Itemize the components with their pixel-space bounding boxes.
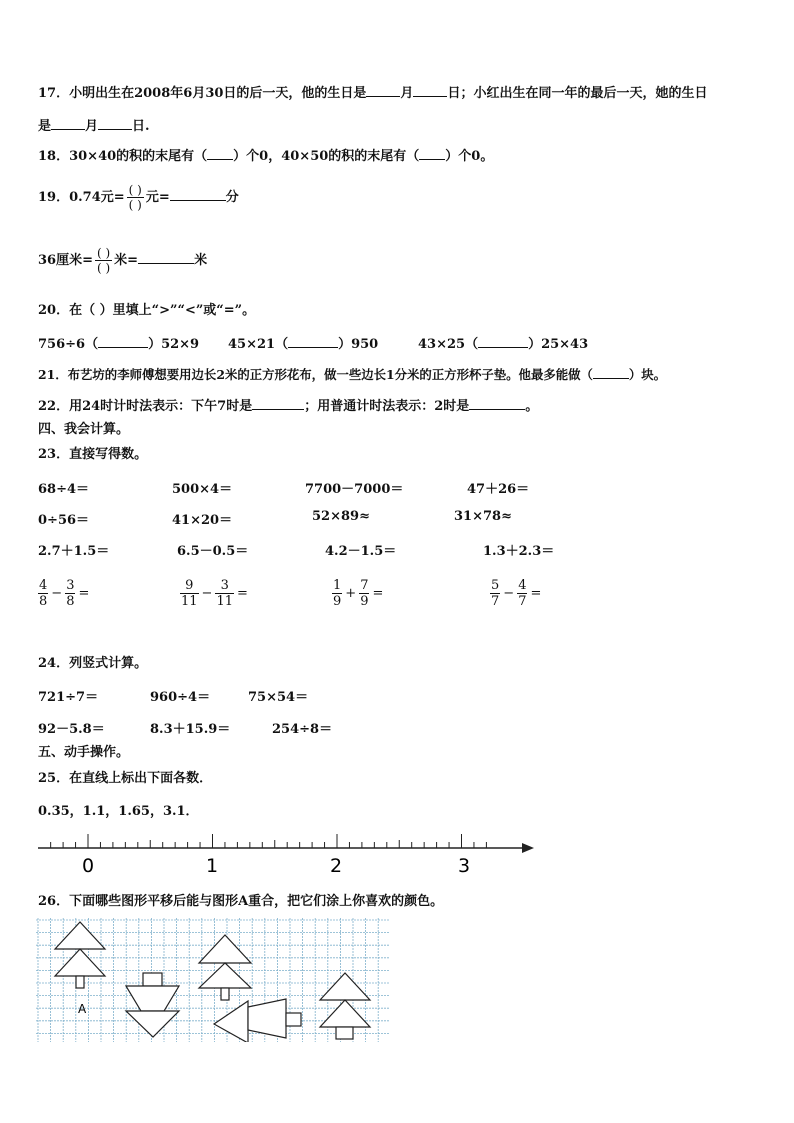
q20-blank-2[interactable] (288, 333, 338, 348)
question-20-title: 20．在（ ）里填上“>”“<”或“=”。 (38, 303, 256, 318)
q23-f2-b (215, 578, 234, 609)
q23-f3-a-num: 1 (333, 578, 342, 593)
q17-day-blank-2[interactable] (98, 115, 132, 130)
question-21 (38, 364, 666, 384)
axis-label-2: 2 (329, 855, 343, 877)
q19-blank[interactable] (170, 186, 226, 201)
q23-f3-b-den: 9 (360, 594, 369, 609)
q22-blank-2[interactable] (469, 395, 525, 410)
q19-tail: 分 (225, 190, 239, 205)
q19b-fraction-num: ( ) (96, 246, 111, 260)
q18-blank-2[interactable] (419, 145, 445, 160)
q19-fraction-num: ( ) (128, 183, 142, 197)
q23-f2-op: − (201, 586, 213, 601)
q24-r1-c3: 75×54＝ (248, 690, 309, 705)
q23-r1-c1: 68÷4＝ (38, 482, 90, 497)
tree-shape-2[interactable] (199, 935, 251, 1000)
q20-item-2 (228, 333, 378, 352)
q24-r1-c1: 721÷7＝ (38, 690, 99, 705)
number-line-arrow-icon (522, 843, 534, 853)
q23-r3-c4: 1.3＋2.3＝ (483, 544, 555, 559)
question-17-line-1 (38, 82, 707, 103)
axis-label-0: 0 (81, 855, 95, 877)
q23-r2-c3: 52×89≈ (312, 509, 370, 524)
q22-text-b: ；用普通计时法表示：2时是 (304, 399, 470, 414)
question-17-line-2 (38, 115, 150, 136)
shape-label-a: A (78, 1002, 87, 1016)
shapes-grid (36, 918, 392, 1042)
q20-blank-1[interactable] (98, 333, 148, 348)
q17-month-blank-2[interactable] (51, 115, 85, 130)
q23-f1-b-den: 8 (66, 594, 75, 609)
q23-f4-b-den: 7 (518, 594, 527, 609)
q23-f4-eq: = (530, 586, 542, 601)
q20-item-3-right: ）25×43 (528, 337, 589, 352)
q20-item-1-right: ）52×9 (148, 337, 200, 352)
q23-f1-a-num: 4 (39, 578, 48, 593)
q23-fraction-1 (38, 578, 92, 609)
q23-f3-b (359, 578, 369, 609)
q23-r3-c3: 4.2－1.5＝ (325, 544, 397, 559)
q23-f1-a (38, 578, 48, 609)
number-line[interactable] (36, 830, 541, 878)
q23-f3-a-den: 9 (333, 594, 342, 609)
question-19 (38, 182, 239, 214)
question-23-title: 23．直接写得数。 (38, 447, 148, 462)
q18-blank-1[interactable] (207, 145, 233, 160)
q24-r2-c3: 254÷8＝ (272, 722, 333, 737)
q20-item-2-left: 45×21（ (228, 337, 289, 352)
q23-r2-c1: 0÷56＝ (38, 513, 90, 528)
q20-item-2-right: ）950 (338, 337, 379, 352)
q23-r3-c2: 6.5－0.5＝ (177, 544, 249, 559)
question-18 (38, 145, 493, 166)
question-26-title: 26．下面哪些图形平移后能与图形A重合，把它们涂上你喜欢的颜色。 (38, 894, 444, 909)
q20-item-3-left: 43×25（ (418, 337, 479, 352)
q19b-mid: 米= (114, 253, 139, 268)
q17-text-a: 17．小明出生在2008年6月30日的后一天，他的生日是 (38, 86, 367, 101)
q19b-blank[interactable] (138, 249, 194, 264)
q17-text-f: 日. (132, 119, 150, 134)
q23-fraction-2 (180, 578, 251, 609)
question-19b (38, 245, 207, 277)
q23-f2-a (180, 578, 199, 609)
q19b-tail: 米 (194, 253, 208, 268)
q23-fraction-4 (490, 578, 544, 609)
q23-r1-c2: 500×4＝ (172, 482, 233, 497)
q18-text-b: ）个0，40×50的积的末尾有（ (233, 149, 420, 164)
q24-r2-c2: 8.3＋15.9＝ (150, 722, 231, 737)
q23-r2-c4: 31×78≈ (454, 509, 512, 524)
q18-text-c: ）个0。 (445, 149, 494, 164)
q23-f3-a (332, 578, 342, 609)
q23-fraction-3 (332, 578, 386, 609)
q17-text-d: 是 (38, 119, 52, 134)
q23-f2-b-num: 3 (215, 578, 234, 594)
q23-f4-b-num: 4 (518, 578, 527, 593)
q25-numbers: 0.35，1.1，1.65，3.1． (38, 804, 199, 819)
q23-f4-a-den: 7 (491, 594, 500, 609)
q19b-fraction-den: ( ) (96, 261, 111, 275)
q23-f2-b-den: 11 (216, 594, 233, 609)
q19-fraction[interactable] (127, 183, 144, 212)
q23-r2-c2: 41×20＝ (172, 513, 233, 528)
q17-text-b: 月 (400, 86, 414, 101)
q22-blank-1[interactable] (252, 395, 304, 410)
q19b-lead: 36厘米= (38, 253, 93, 268)
q20-item-1-left: 756÷6（ (38, 337, 99, 352)
q19-fraction-den: ( ) (128, 198, 142, 212)
section-4-heading: 四、我会计算。 (38, 422, 130, 437)
q23-f1-eq: = (78, 586, 90, 601)
q17-text-c: 日；小红出生在同一年的最后一天，她的生日 (447, 86, 708, 101)
q23-f1-op: − (51, 586, 63, 601)
inverted-tree-shape[interactable] (126, 973, 179, 1037)
q21-text-b: ）块。 (628, 367, 667, 382)
q23-r1-c4: 47＋26＝ (467, 482, 530, 497)
q23-f4-a-num: 5 (491, 578, 500, 593)
q23-f1-b-num: 3 (66, 578, 75, 593)
axis-label-1: 1 (205, 855, 219, 877)
q23-r1-c3: 7700－7000＝ (305, 482, 404, 497)
question-22 (38, 395, 538, 416)
section-5-heading: 五、动手操作。 (38, 745, 130, 760)
q19-mid: 元= (145, 190, 170, 205)
q23-f2-eq: = (237, 586, 248, 601)
q23-f3-eq: = (372, 586, 384, 601)
q23-f2-a-num: 9 (180, 578, 199, 594)
q21-text-a: 21．布艺坊的李师傅想要用边长2米的正方形花布，做一些边长1分米的正方形杯子垫。他最多能做（ (38, 367, 593, 382)
q24-r1-c2: 960÷4＝ (150, 690, 211, 705)
q24-r2-c1: 92－5.8＝ (38, 722, 105, 737)
q20-item-1 (38, 333, 199, 352)
q19b-fraction[interactable] (95, 246, 112, 275)
question-25-title: 25．在直线上标出下面各数． (38, 771, 213, 786)
q23-f2-a-den: 11 (181, 594, 198, 609)
q17-month-blank[interactable] (366, 82, 400, 97)
q23-f3-op: + (345, 586, 357, 601)
q23-f1-a-den: 8 (39, 594, 48, 609)
q20-blank-3[interactable] (478, 333, 528, 348)
axis-label-3: 3 (457, 855, 471, 877)
q22-text-c: 。 (525, 399, 539, 414)
q23-f1-b (65, 578, 75, 609)
q21-blank[interactable] (593, 364, 629, 379)
q23-f4-op: − (503, 586, 515, 601)
q19-lead: 19．0.74元= (38, 190, 125, 205)
q23-f3-b-num: 7 (360, 578, 369, 593)
q22-text-a: 22．用24时计时法表示：下午7时是 (38, 399, 253, 414)
tree-shape-a[interactable] (55, 922, 105, 988)
q17-text-e: 月 (85, 119, 99, 134)
question-24-title: 24．列竖式计算。 (38, 656, 148, 671)
q20-item-3 (418, 333, 588, 352)
q18-text-a: 18．30×40的积的末尾有（ (38, 149, 208, 164)
q17-day-blank[interactable] (413, 82, 447, 97)
q23-f4-a (490, 578, 500, 609)
q23-r3-c1: 2.7＋1.5＝ (38, 544, 110, 559)
q23-f4-b (517, 578, 527, 609)
